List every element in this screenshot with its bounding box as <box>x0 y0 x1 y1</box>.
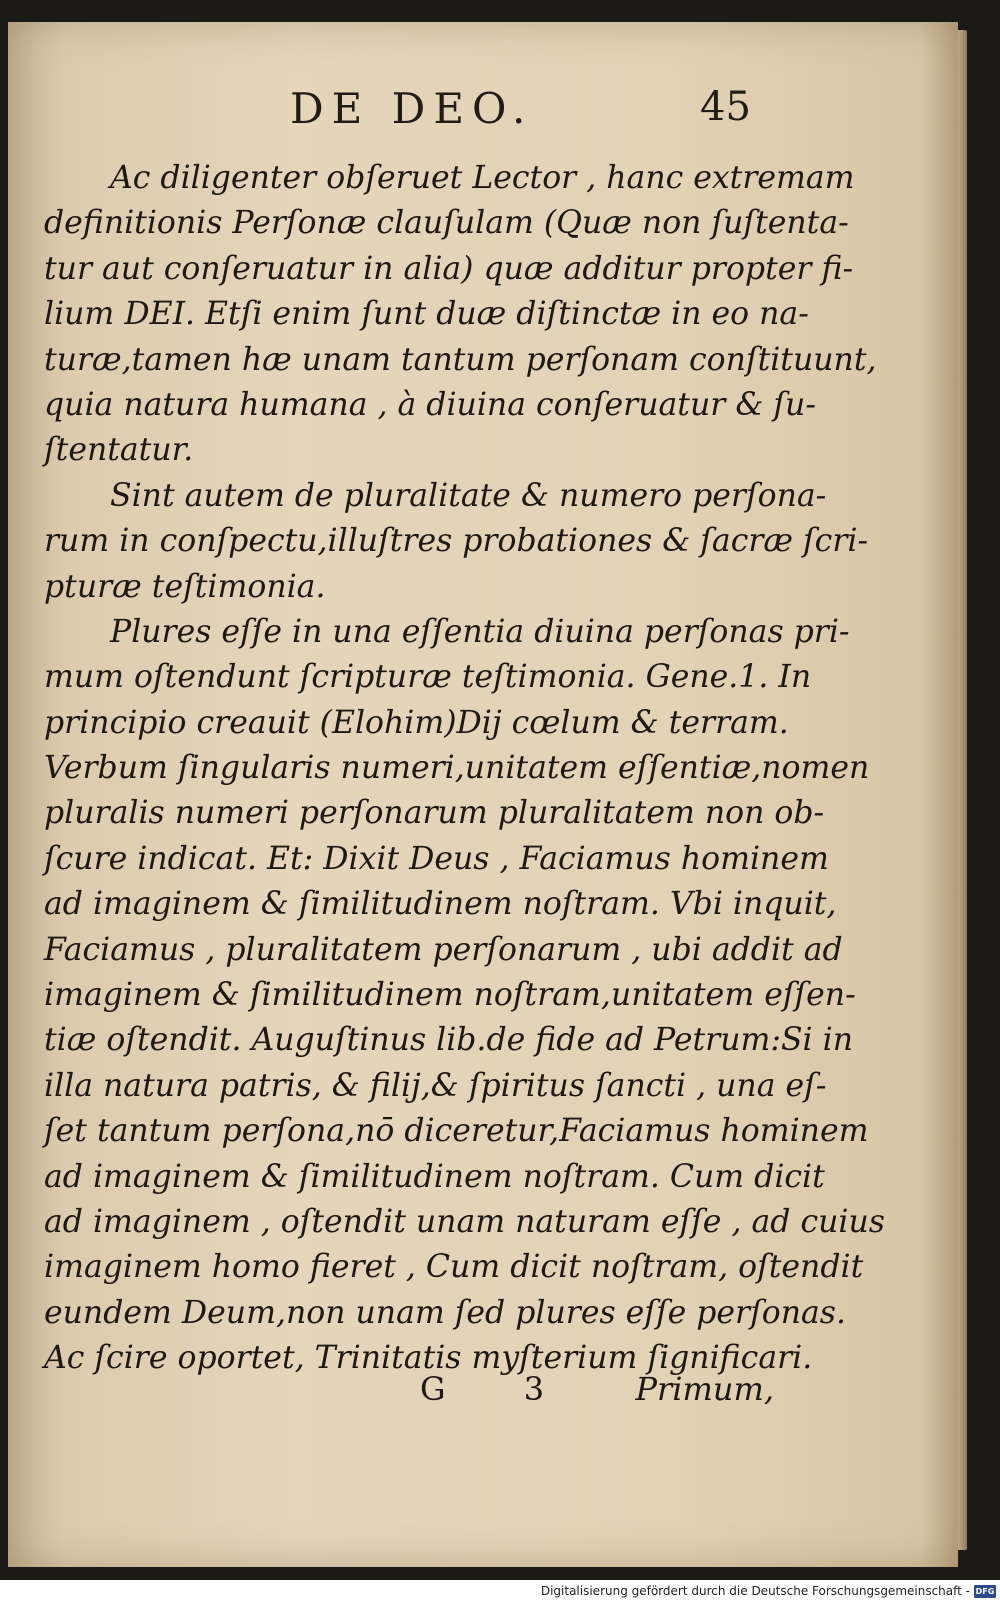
text-line: ad imaginem & ſimilitudinem noſtram. Cum dicit <box>44 1158 825 1195</box>
page-number: 45 <box>700 84 751 130</box>
text-line: ſcure indicat. Et: Dixit Deus , Faciamus hominem <box>44 840 829 877</box>
text-line: ad imaginem , oſtendit unam naturam eſſe , ad cuius <box>44 1203 885 1240</box>
text-line: ſet tantum perſona,nō diceretur,Faciamus hominem <box>44 1113 869 1150</box>
text-line: quia natura humana , à diuina conſeruatur & ſu- <box>44 386 816 423</box>
text-line: principio creauit (Elohim)Dij cœlum & terram. <box>44 704 789 741</box>
text-line: definitionis Perſonæ clauſulam (Quæ non ſuſtenta- <box>44 205 849 242</box>
body-text <box>44 156 885 1382</box>
text-line: imaginem & ſimilitudinem noſtram,unitatem eſſen- <box>44 977 856 1014</box>
text-line: tiæ oſtendit. Auguſtinus lib.de fide ad Petrum:Si in <box>44 1022 853 1059</box>
catchword: Primum, <box>635 1370 774 1408</box>
running-head-title: DE DEO. <box>290 84 534 133</box>
text-line: Ac diligenter obſeruet Lector , hanc extremam <box>110 160 855 196</box>
attribution-bar <box>0 1580 1000 1604</box>
attribution-text: Digitalisierung gefördert durch die Deutsche Forschungsgemeinschaft - <box>540 1584 970 1598</box>
dfg-logo-icon: DFG <box>975 1587 995 1596</box>
text-line: illa natura patris, & filij,& ſpiritus ſancti , una eſ- <box>44 1067 827 1104</box>
text-line: eundem Deum,non unam ſed plures eſſe perſonas. <box>44 1294 846 1331</box>
text-line: ad imaginem & ſimilitudinem noſtram. Vbi inquit, <box>44 886 837 923</box>
book-page <box>8 22 958 1567</box>
text-line: Plures eſſe in una eſſentia diuina perſonas pri- <box>110 613 850 650</box>
text-line: tur aut conſeruatur in alia) quæ additur propter fi- <box>44 250 854 287</box>
text-line: turæ,tamen hæ unam tantum perſonam conſtituunt, <box>44 341 877 378</box>
text-line: imaginem homo fieret , Cum dicit noſtram, oſtendit <box>44 1249 864 1286</box>
text-line: Verbum ſingularis numeri,unitatem eſſentiæ,nomen <box>44 750 870 787</box>
text-line: Ac ſcire oportet, Trinitatis myſterium ſignificari. <box>44 1340 813 1377</box>
page-footer <box>44 1370 774 1415</box>
text-line: lium DEI. Etſi enim ſunt duæ diſtinctæ in eo na- <box>44 296 809 333</box>
text-line: mum oſtendunt ſcripturæ teſtimonia. Gene.1. In <box>44 659 812 696</box>
text-line: Sint autem de pluralitate & numero perſona- <box>110 477 827 514</box>
text-line: rum in conſpectu,illuſtres probationes & ſacræ ſcri- <box>44 523 869 560</box>
text-line: pluralis numeri perſonarum pluralitatem non ob- <box>44 795 825 832</box>
text-line: Faciamus , pluralitatem perſonarum , ubi addit ad <box>44 931 843 968</box>
signature-mark: G 3 <box>420 1370 579 1408</box>
running-head <box>8 84 958 144</box>
text-line: ſtentatur. <box>44 432 194 469</box>
text-line: pturæ teſtimonia. <box>44 568 326 605</box>
